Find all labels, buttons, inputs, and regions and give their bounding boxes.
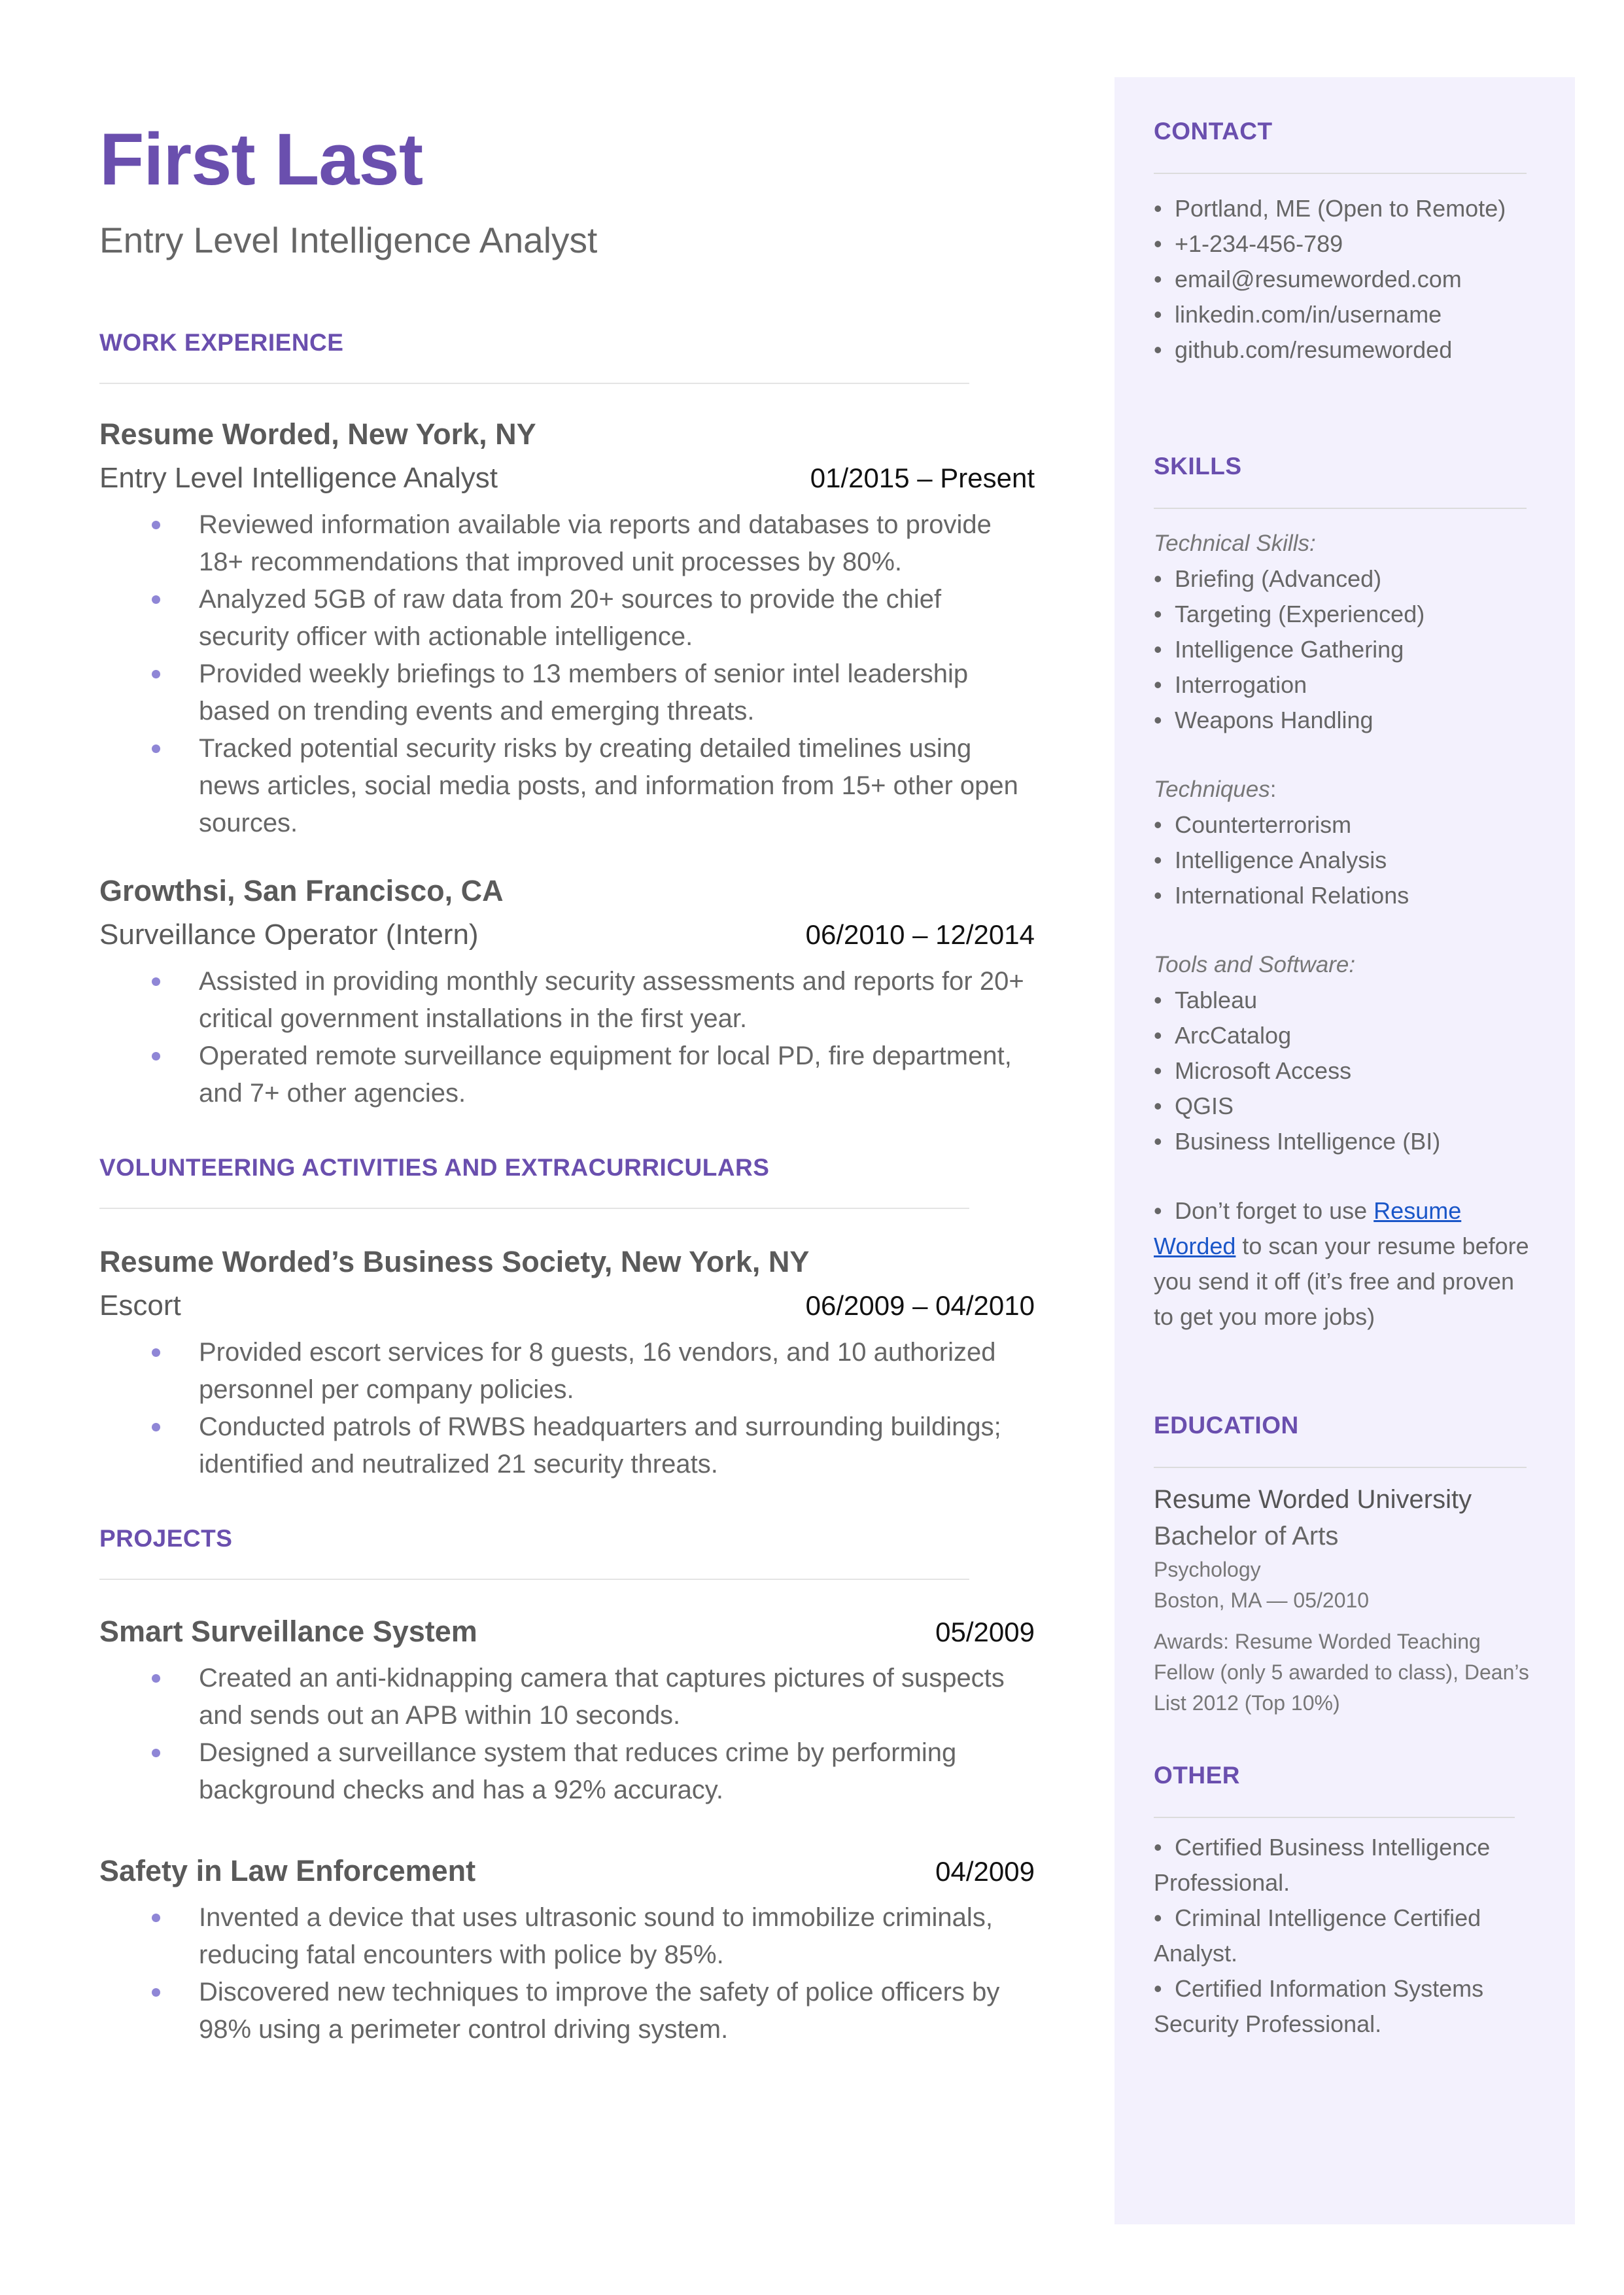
bullet-dot <box>152 977 160 986</box>
technical-skills-label: Technical Skills: <box>1154 531 1316 556</box>
candidate-name: First Last <box>99 118 423 200</box>
divider <box>1154 1817 1515 1818</box>
job-org: Resume Worded, New York, NY <box>99 417 536 451</box>
divider <box>99 1208 969 1209</box>
techniques-label: Techniques: <box>1154 777 1277 802</box>
contact-github[interactable]: • github.com/resumeworded <box>1154 336 1453 363</box>
resume-worded-link[interactable]: Resume Worded <box>1154 1197 1462 1259</box>
skill-item: • Interrogation <box>1154 671 1307 698</box>
project-name: Smart Surveillance System <box>99 1615 477 1648</box>
divider <box>1154 173 1527 174</box>
contact-location: • Portland, ME (Open to Remote) <box>1154 195 1506 222</box>
project-date: 04/2009 <box>935 1856 1035 1887</box>
skill-item: • Microsoft Access <box>1154 1057 1352 1084</box>
bullet-dot <box>152 1348 160 1357</box>
school-name: Resume Worded University <box>1154 1485 1472 1514</box>
bullet-item: Operated remote surveillance equipment for local PD, fire department, and 7+ other agencies. <box>99 1038 1035 1112</box>
certification-item: • Certified Business Intelligence Professional. <box>1154 1834 1491 1896</box>
project-entry <box>99 1856 1035 2048</box>
technical-skills-list <box>1154 561 1559 738</box>
job-role: Surveillance Operator (Intern) <box>99 919 479 951</box>
volunteer-role: Escort <box>99 1289 181 1322</box>
skill-item: • QGIS <box>1154 1093 1234 1119</box>
job-entry <box>99 419 1035 842</box>
job-date: 06/2010 – 12/2014 <box>805 919 1035 950</box>
major: Psychology <box>1154 1558 1261 1581</box>
divider <box>99 1579 969 1580</box>
education-heading: EDUCATION <box>1154 1412 1299 1439</box>
resume-worded-tip: • Don’t forget to use Resume Worded to scan your resume before you send it off (it’s free and proven to get you more jobs) <box>1154 1197 1529 1330</box>
skill-item: • Intelligence Analysis <box>1154 847 1387 873</box>
contact-list <box>1154 191 1559 368</box>
main-column <box>99 110 1035 2048</box>
skill-item: • Weapons Handling <box>1154 707 1373 733</box>
skill-item: • Intelligence Gathering <box>1154 636 1404 663</box>
bullet-dot <box>152 521 160 529</box>
job-entry <box>99 876 1035 1112</box>
project-entry <box>99 1617 1035 1809</box>
bullet-dot <box>152 1423 160 1431</box>
candidate-title: Entry Level Intelligence Analyst <box>99 220 598 260</box>
tools-list <box>1154 983 1559 1159</box>
bullet-item: Designed a surveillance system that reduces crime by performing background checks and has a 92% accuracy. <box>99 1734 1035 1809</box>
contact-heading: CONTACT <box>1154 118 1273 145</box>
bullet-dot <box>152 595 160 604</box>
divider <box>1154 1467 1527 1468</box>
volunteering-heading: VOLUNTEERING ACTIVITIES AND EXTRACURRICULARS <box>99 1154 770 1181</box>
skill-item: • Tableau <box>1154 987 1258 1013</box>
skills-heading: SKILLS <box>1154 453 1242 480</box>
bullet-dot <box>152 670 160 678</box>
techniques-list <box>1154 807 1559 913</box>
work-experience-heading: WORK EXPERIENCE <box>99 329 344 356</box>
volunteer-entry <box>99 1247 1035 1483</box>
bullet-item: Tracked potential security risks by creating detailed timelines using news articles, social media posts, and information from 15+ other open sources. <box>99 730 1035 842</box>
bullet-item: Invented a device that uses ultrasonic sound to immobilize criminals, reducing fatal encounters with police by 85%. <box>99 1899 1035 1974</box>
bullet-dot <box>152 1988 160 1997</box>
job-org: Growthsi, San Francisco, CA <box>99 874 504 907</box>
bullet-item: Created an anti-kidnapping camera that captures pictures of suspects and sends out an APB within 10 seconds. <box>99 1660 1035 1734</box>
contact-email[interactable]: • email@resumeworded.com <box>1154 266 1462 292</box>
bullet-dot <box>152 1914 160 1922</box>
bullet-item: Reviewed information available via reports and databases to provide 18+ recommendations that improved unit processes by 80%. <box>99 506 1035 581</box>
bullet-item: Conducted patrols of RWBS headquarters and surrounding buildings; identified and neutralized 21 security threats. <box>99 1409 1035 1483</box>
bullet-dot <box>152 745 160 753</box>
project-name: Safety in Law Enforcement <box>99 1854 476 1887</box>
divider <box>99 383 969 384</box>
volunteer-org: Resume Worded’s Business Society, New York, NY <box>99 1245 810 1278</box>
job-date: 01/2015 – Present <box>810 463 1035 493</box>
bullet-item: Assisted in providing monthly security assessments and reports for 20+ critical government installations in the first year. <box>99 963 1035 1038</box>
skill-item: • Business Intelligence (BI) <box>1154 1128 1441 1155</box>
skill-item: • Briefing (Advanced) <box>1154 565 1382 592</box>
job-role: Entry Level Intelligence Analyst <box>99 462 498 494</box>
certification-item: • Criminal Intelligence Certified Analyst. <box>1154 1904 1481 1967</box>
other-list <box>1154 1830 1533 2042</box>
bullet-item: Provided weekly briefings to 13 members of senior intel leadership based on trending events and emerging threats. <box>99 656 1035 730</box>
skill-item: • ArcCatalog <box>1154 1022 1292 1049</box>
degree: Bachelor of Arts <box>1154 1522 1339 1550</box>
projects-heading: PROJECTS <box>99 1525 233 1552</box>
project-date: 05/2009 <box>935 1617 1035 1647</box>
bullet-dot <box>152 1674 160 1683</box>
bullet-item: Discovered new techniques to improve the safety of police officers by 98% using a perimeter control driving system. <box>99 1974 1035 2048</box>
sidebar <box>1114 77 1575 2224</box>
other-heading: OTHER <box>1154 1762 1240 1789</box>
bullet-item: Analyzed 5GB of raw data from 20+ sources to provide the chief security officer with actionable intelligence. <box>99 581 1035 656</box>
skill-item: • Targeting (Experienced) <box>1154 601 1425 627</box>
divider <box>1154 508 1527 509</box>
awards: Awards: Resume Worded Teaching Fellow (only 5 awarded to class), Dean’s List 2012 (Top 10%) <box>1154 1630 1529 1715</box>
skill-item: • International Relations <box>1154 882 1409 909</box>
school-location-date: Boston, MA — 05/2010 <box>1154 1588 1370 1612</box>
certification-item: • Certified Information Systems Security Professional. <box>1154 1975 1484 2037</box>
tools-label: Tools and Software: <box>1154 952 1356 977</box>
skill-item: • Counterterrorism <box>1154 811 1352 838</box>
bullet-dot <box>152 1749 160 1757</box>
bullet-item: Provided escort services for 8 guests, 16 vendors, and 10 authorized personnel per company policies. <box>99 1334 1035 1409</box>
bullet-dot <box>152 1052 160 1060</box>
contact-phone: • +1-234-456-789 <box>1154 230 1343 257</box>
volunteer-date: 06/2009 – 04/2010 <box>805 1290 1035 1321</box>
contact-linkedin[interactable]: • linkedin.com/in/username <box>1154 301 1442 328</box>
